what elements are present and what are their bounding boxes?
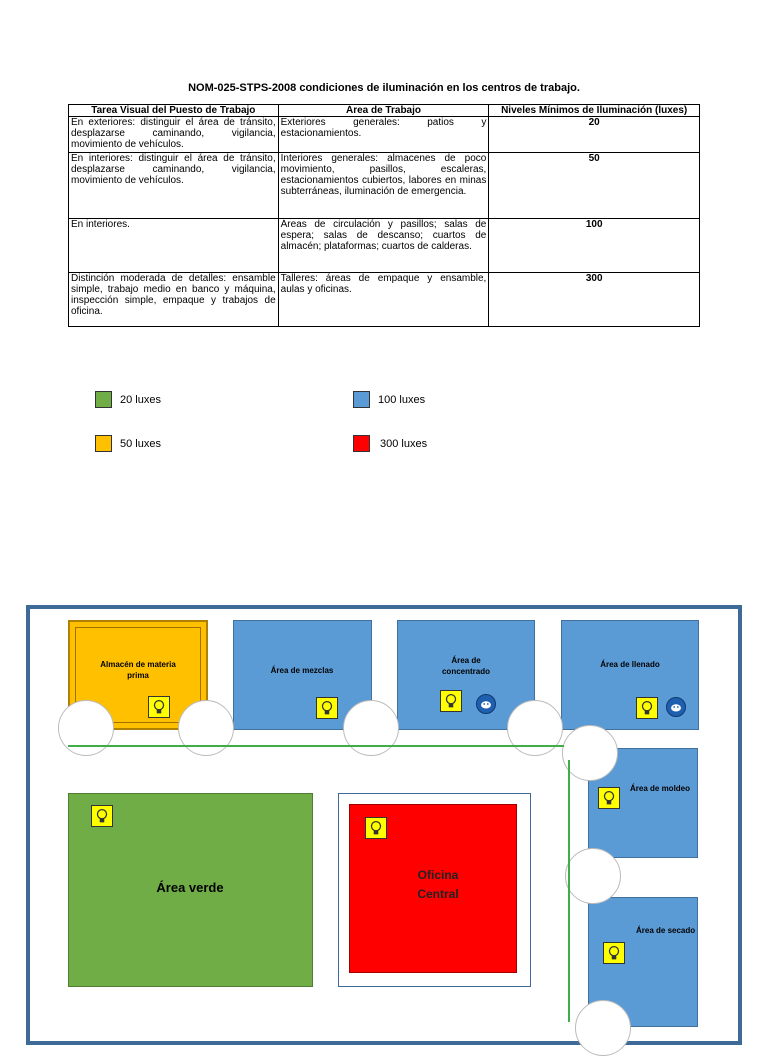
room-label-almacen: Almacén de materia prima bbox=[100, 660, 176, 680]
legend-item-300 bbox=[353, 435, 427, 452]
legend-swatch bbox=[353, 435, 370, 452]
room-label-moldeo: Área de moldeo bbox=[630, 784, 691, 793]
room-label-concentrado: Área de concentrado bbox=[441, 656, 490, 676]
table-row bbox=[69, 117, 700, 153]
room-label-oficina: Oficina Central bbox=[417, 868, 459, 901]
legend-label: 300 luxes bbox=[380, 437, 428, 450]
door-arc bbox=[58, 700, 114, 756]
column-header-nivel: Niveles Mínimos de Iluminación (luxes) bbox=[489, 105, 700, 117]
room-label-mezclas: Área de mezclas bbox=[270, 666, 334, 675]
light-bulb-icon bbox=[365, 817, 387, 839]
legend-item-50 bbox=[95, 435, 161, 452]
column-header-area: Área de Trabajo bbox=[278, 105, 489, 117]
door-arc bbox=[343, 700, 399, 756]
face-mask-icon bbox=[666, 697, 686, 717]
cell-area: Áreas de circulación y pasillos; salas de espera; salas de descanso; cuartos de almacén; plataformas; cuartos de calderas. bbox=[278, 219, 489, 273]
face-mask-icon bbox=[476, 694, 496, 714]
legend-item-20 bbox=[95, 391, 161, 408]
table-row bbox=[69, 219, 700, 273]
legend-swatch bbox=[95, 391, 112, 408]
light-bulb-icon bbox=[148, 696, 170, 718]
illumination-table bbox=[68, 104, 700, 327]
cell-tarea: En interiores. bbox=[69, 219, 279, 273]
room-label-secado: Área de secado bbox=[636, 926, 696, 935]
cell-nivel: 300 bbox=[489, 273, 700, 327]
table-header-row bbox=[69, 105, 700, 117]
legend-item-100 bbox=[353, 391, 425, 408]
room-label-llenado: Área de llenado bbox=[600, 660, 660, 669]
cell-nivel: 50 bbox=[489, 153, 700, 219]
document-title: NOM-025-STPS-2008 condiciones de iluminación en los centros de trabajo. bbox=[188, 82, 580, 94]
legend-swatch bbox=[95, 435, 112, 452]
light-bulb-icon bbox=[603, 942, 625, 964]
cell-area: Interiores generales: almacenes de poco movimiento, pasillos, escaleras, estacionamientos cubiertos, labores en minas subterráneas, iluminación de emergencia. bbox=[278, 153, 489, 219]
legend-label: 50 luxes bbox=[120, 437, 161, 450]
cell-nivel: 20 bbox=[489, 117, 700, 153]
light-bulb-icon bbox=[316, 697, 338, 719]
path-line bbox=[68, 745, 564, 747]
column-header-tarea: Tarea Visual del Puesto de Trabajo bbox=[69, 105, 279, 117]
light-bulb-icon bbox=[636, 697, 658, 719]
light-bulb-icon bbox=[91, 805, 113, 827]
table-row bbox=[69, 273, 700, 327]
cell-tarea: En exteriores: distinguir el área de tránsito, desplazarse caminando, vigilancia, movimiento de vehículos. bbox=[69, 117, 279, 153]
cell-tarea: En interiores: distinguir el área de tránsito, desplazarse caminando, vigilancia, movimiento de vehículos. bbox=[69, 153, 279, 219]
table-row bbox=[69, 153, 700, 219]
cell-area: Exteriores generales: patios y estacionamientos. bbox=[278, 117, 489, 153]
door-arc bbox=[562, 725, 618, 781]
legend-label: 20 luxes bbox=[120, 393, 161, 406]
legend-swatch bbox=[353, 391, 370, 408]
cell-area: Talleres: áreas de empaque y ensamble, aulas y oficinas. bbox=[278, 273, 489, 327]
light-bulb-icon bbox=[440, 690, 462, 712]
door-arc bbox=[507, 700, 563, 756]
light-bulb-icon bbox=[598, 787, 620, 809]
legend-label: 100 luxes bbox=[378, 393, 426, 406]
cell-tarea: Distinción moderada de detalles: ensamble simple, trabajo medio en banco y máquina, inspección simple, empaque y trabajos de oficina. bbox=[69, 273, 279, 327]
door-arc bbox=[575, 1000, 631, 1056]
room-label-area-verde: Área verde bbox=[156, 880, 224, 895]
path-line bbox=[568, 760, 570, 1022]
door-arc bbox=[178, 700, 234, 756]
door-arc bbox=[565, 848, 621, 904]
cell-nivel: 100 bbox=[489, 219, 700, 273]
